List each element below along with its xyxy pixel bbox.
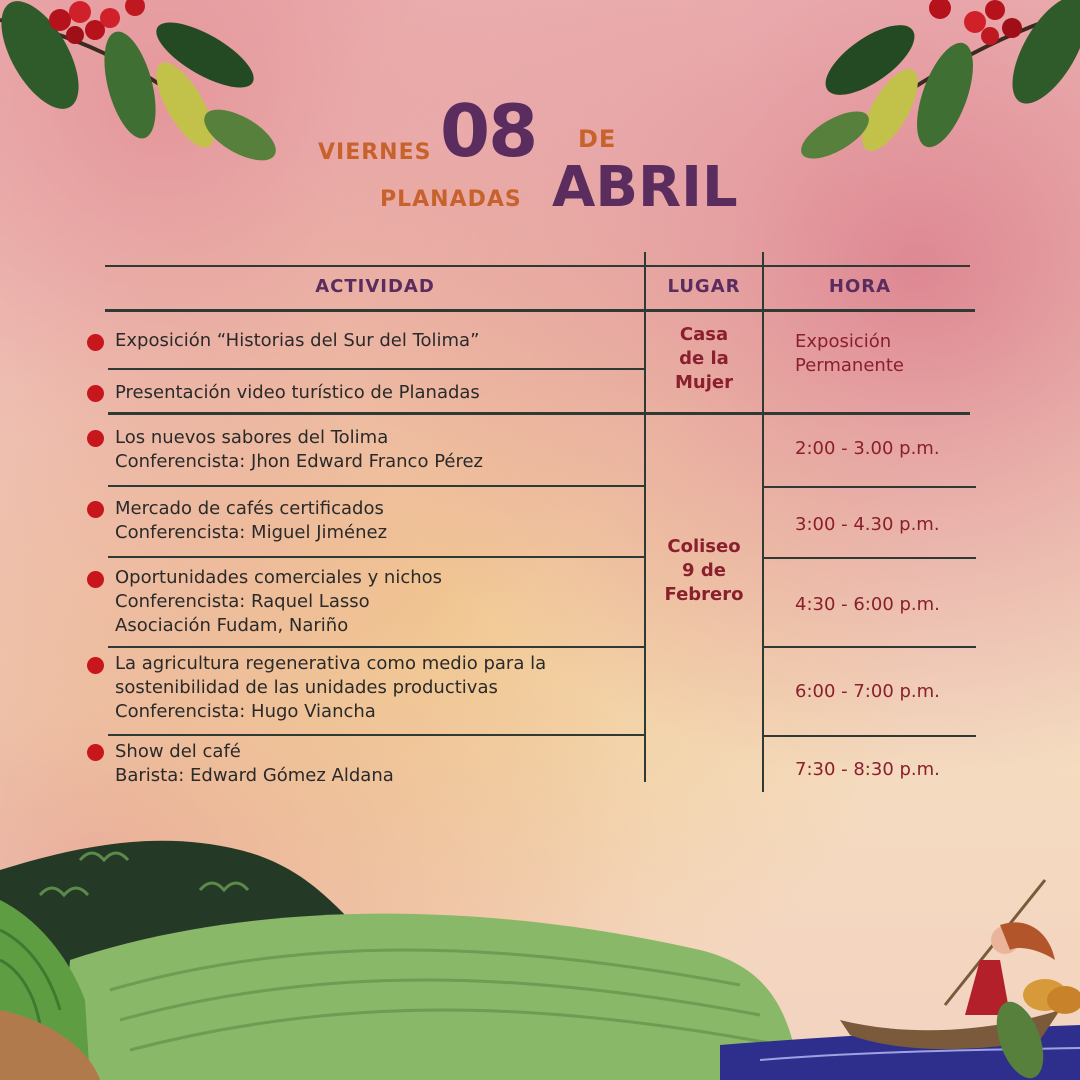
hour-permanent [795, 330, 904, 378]
table-rule-header [105, 309, 975, 312]
row-divider [108, 734, 644, 736]
hour-slot: 3:00 - 4.30 p.m. [795, 514, 940, 535]
activity-line: Conferencista: Miguel Jiménez [115, 522, 388, 543]
activity-line: sostenibilidad de las unidades productivas [115, 677, 498, 698]
activity-line: La agricultura regenerativa como medio para la [115, 653, 547, 674]
activity-line: Asociación Fudam, Nariño [115, 615, 349, 636]
coffee-branch-left-icon [0, 0, 284, 171]
row-divider [764, 646, 976, 648]
hour-line: Permanente [795, 355, 904, 376]
activity-line: Conferencista: Raquel Lasso [115, 591, 370, 612]
place-line: Mujer [675, 372, 733, 393]
activity-line: Los nuevos sabores del Tolima [115, 427, 389, 448]
column-header-lugar: LUGAR [667, 276, 741, 297]
hour-slot: 6:00 - 7:00 p.m. [795, 681, 940, 702]
activity-line: Conferencista: Hugo Viancha [115, 701, 376, 722]
activity-line: Oportunidades comerciales y nichos [115, 567, 443, 588]
table-divider-hora [762, 252, 764, 792]
activity-line: Show del café [115, 741, 241, 762]
place-casa-de-la-mujer [646, 323, 762, 395]
header-weekday: VIERNES [318, 140, 432, 165]
activity-item [115, 426, 483, 474]
bullet-icon [87, 501, 104, 518]
place-line: 9 de [682, 560, 726, 581]
bullet-icon [87, 744, 104, 761]
hour-slot: 7:30 - 8:30 p.m. [795, 759, 940, 780]
hour-line: Exposición [795, 331, 892, 352]
activity-line: Presentación video turístico de Planadas [115, 382, 480, 403]
row-divider [108, 646, 644, 648]
header-connector: DE [578, 125, 617, 153]
header-month: ABRIL [552, 155, 738, 220]
place-line: de la [679, 348, 729, 369]
bullet-icon [87, 571, 104, 588]
row-divider [108, 556, 644, 558]
bullet-icon [87, 430, 104, 447]
bullet-icon [87, 334, 104, 351]
column-header-hora: HORA [828, 276, 892, 297]
activity-item [115, 381, 480, 405]
activity-item [115, 566, 442, 638]
header-city: PLANADAS [380, 187, 522, 212]
row-divider [108, 485, 644, 487]
activity-line: Exposición “Historias del Sur del Tolima” [115, 330, 480, 351]
coffee-branch-right-icon [794, 0, 1080, 168]
row-divider [764, 486, 976, 488]
activity-item [115, 497, 387, 545]
activity-line: Mercado de cafés certificados [115, 498, 384, 519]
activity-line: Barista: Edward Gómez Aldana [115, 765, 394, 786]
row-divider [764, 557, 976, 559]
activity-item [115, 652, 546, 724]
hour-slot: 2:00 - 3.00 p.m. [795, 438, 940, 459]
activity-line: Conferencista: Jhon Edward Franco Pérez [115, 451, 484, 472]
row-divider [108, 412, 970, 415]
place-line: Casa [679, 324, 729, 345]
bullet-icon [87, 385, 104, 402]
row-divider [108, 368, 644, 370]
activity-item [115, 740, 394, 788]
table-rule-top [105, 265, 970, 267]
bullet-icon [87, 657, 104, 674]
hour-slot: 4:30 - 6:00 p.m. [795, 594, 940, 615]
row-divider [764, 735, 976, 737]
place-line: Coliseo [667, 536, 741, 557]
place-line: Febrero [664, 584, 744, 605]
place-coliseo [646, 535, 762, 607]
activity-item [115, 329, 479, 353]
header-day: 08 [440, 89, 537, 173]
column-header-actividad: ACTIVIDAD [315, 276, 435, 297]
